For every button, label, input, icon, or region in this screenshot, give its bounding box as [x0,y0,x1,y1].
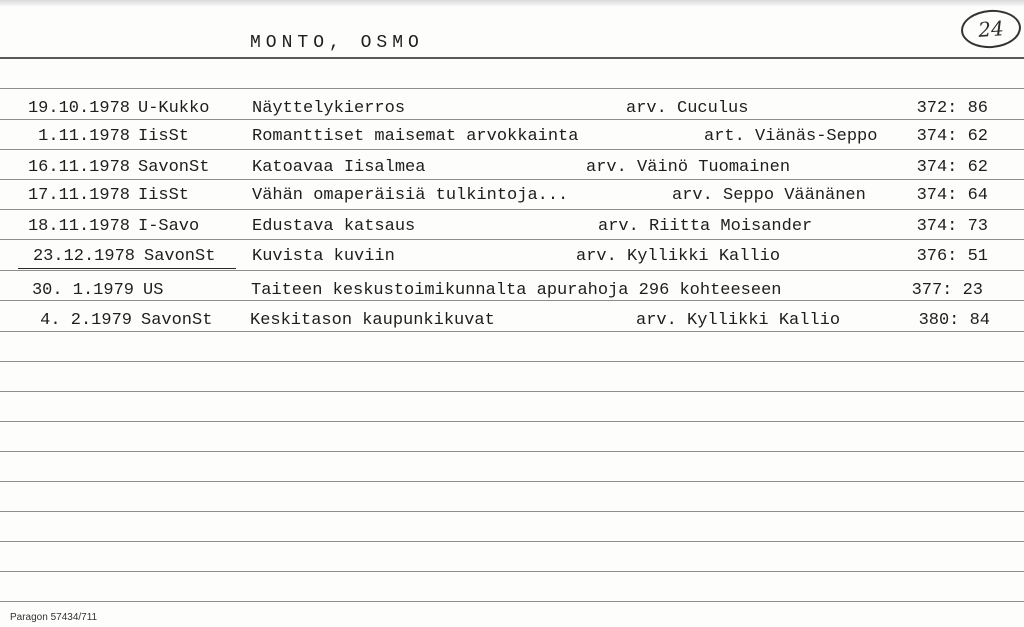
ruled-line [0,601,1024,602]
ruled-line [0,391,1024,392]
ruled-line [0,361,1024,362]
entry-row [0,279,1024,303]
entry-ref: 376: 51 [916,247,988,266]
ruled-line [0,209,1024,210]
entry-reviewer: arv. Väinö Tuomainen [586,158,791,177]
entry-paper: I-Savo [138,217,200,236]
entry-title: Keskitason kaupunkikuvat [250,311,495,330]
entry-paper: U-Kukko [138,99,210,118]
entry-title: Edustava katsaus [252,217,416,236]
entry-ref: 372: 86 [916,99,988,118]
entry-title: Kuvista kuviin [252,247,395,266]
entry-date: 18.11.1978 [27,217,130,236]
entry-paper: US [143,281,164,300]
entry-reviewer: arv. Cuculus [626,99,749,118]
entry-ref: 374: 62 [916,127,988,146]
entry-title: Vähän omaperäisiä tulkintoja... [252,186,569,205]
entry-paper: IisSt [138,186,190,205]
entry-row [0,184,1024,208]
entry-ref: 377: 23 [911,281,983,300]
card-top-edge [0,0,1024,6]
entry-ref: 380: 84 [918,311,990,330]
entry-paper: SavonSt [141,311,213,330]
entry-date: 17.11.1978 [27,186,130,205]
entry-row [0,309,1024,333]
entry-reviewer: arv. Seppo Väänänen [672,186,866,205]
entry-date: 16.11.1978 [27,158,130,177]
ruled-line [0,270,1024,271]
entry-ref: 374: 62 [916,158,988,177]
entry-title: Romanttiset maisemat arvokkainta [252,127,579,146]
ruled-line [0,149,1024,150]
entry-ref: 374: 73 [916,217,988,236]
entry-row [0,245,1024,269]
entry-reviewer: arv. Kyllikki Kallio [576,247,781,266]
entry-row [0,156,1024,180]
entry-paper: IisSt [138,127,190,146]
entry-ref: 374: 64 [916,186,988,205]
ruled-line [0,421,1024,422]
ruled-line [0,541,1024,542]
ruled-line [0,481,1024,482]
ruled-line [0,571,1024,572]
entry-reviewer: arv. Riitta Moisander [598,217,813,236]
ruled-line [0,451,1024,452]
entry-paper: SavonSt [138,158,210,177]
card-number-circled: 24 [960,8,1023,50]
entry-reviewer: arv. Kyllikki Kallio [636,311,841,330]
entry-date: 1.11.1978 [38,127,130,146]
entry-title: Näyttelykierros [252,99,406,118]
entry-date: 23.12.1978 [32,247,135,266]
entry-row [0,97,1024,121]
entry-date: 4. 2.1979 [40,311,132,330]
entry-row [0,215,1024,239]
entry-date: 19.10.1978 [27,99,130,118]
card-header-name: MONTO, OSMO [250,33,424,53]
printer-imprint: Paragon 57434/711 [10,612,98,623]
header-rule [0,57,1024,59]
ruled-line [0,88,1024,89]
entry-title: Katoavaa Iisalmea [252,158,426,177]
entry-paper: SavonSt [144,247,216,266]
ruled-line [0,239,1024,240]
entry-row [0,125,1024,149]
entry-date: 30. 1.1979 [31,281,134,300]
entry-reviewer: art. Viänäs-Seppo [704,127,878,146]
entry-title: Taiteen keskustoimikunnalta apurahoja 296 kohteeseen [251,281,782,300]
ruled-line [0,511,1024,512]
